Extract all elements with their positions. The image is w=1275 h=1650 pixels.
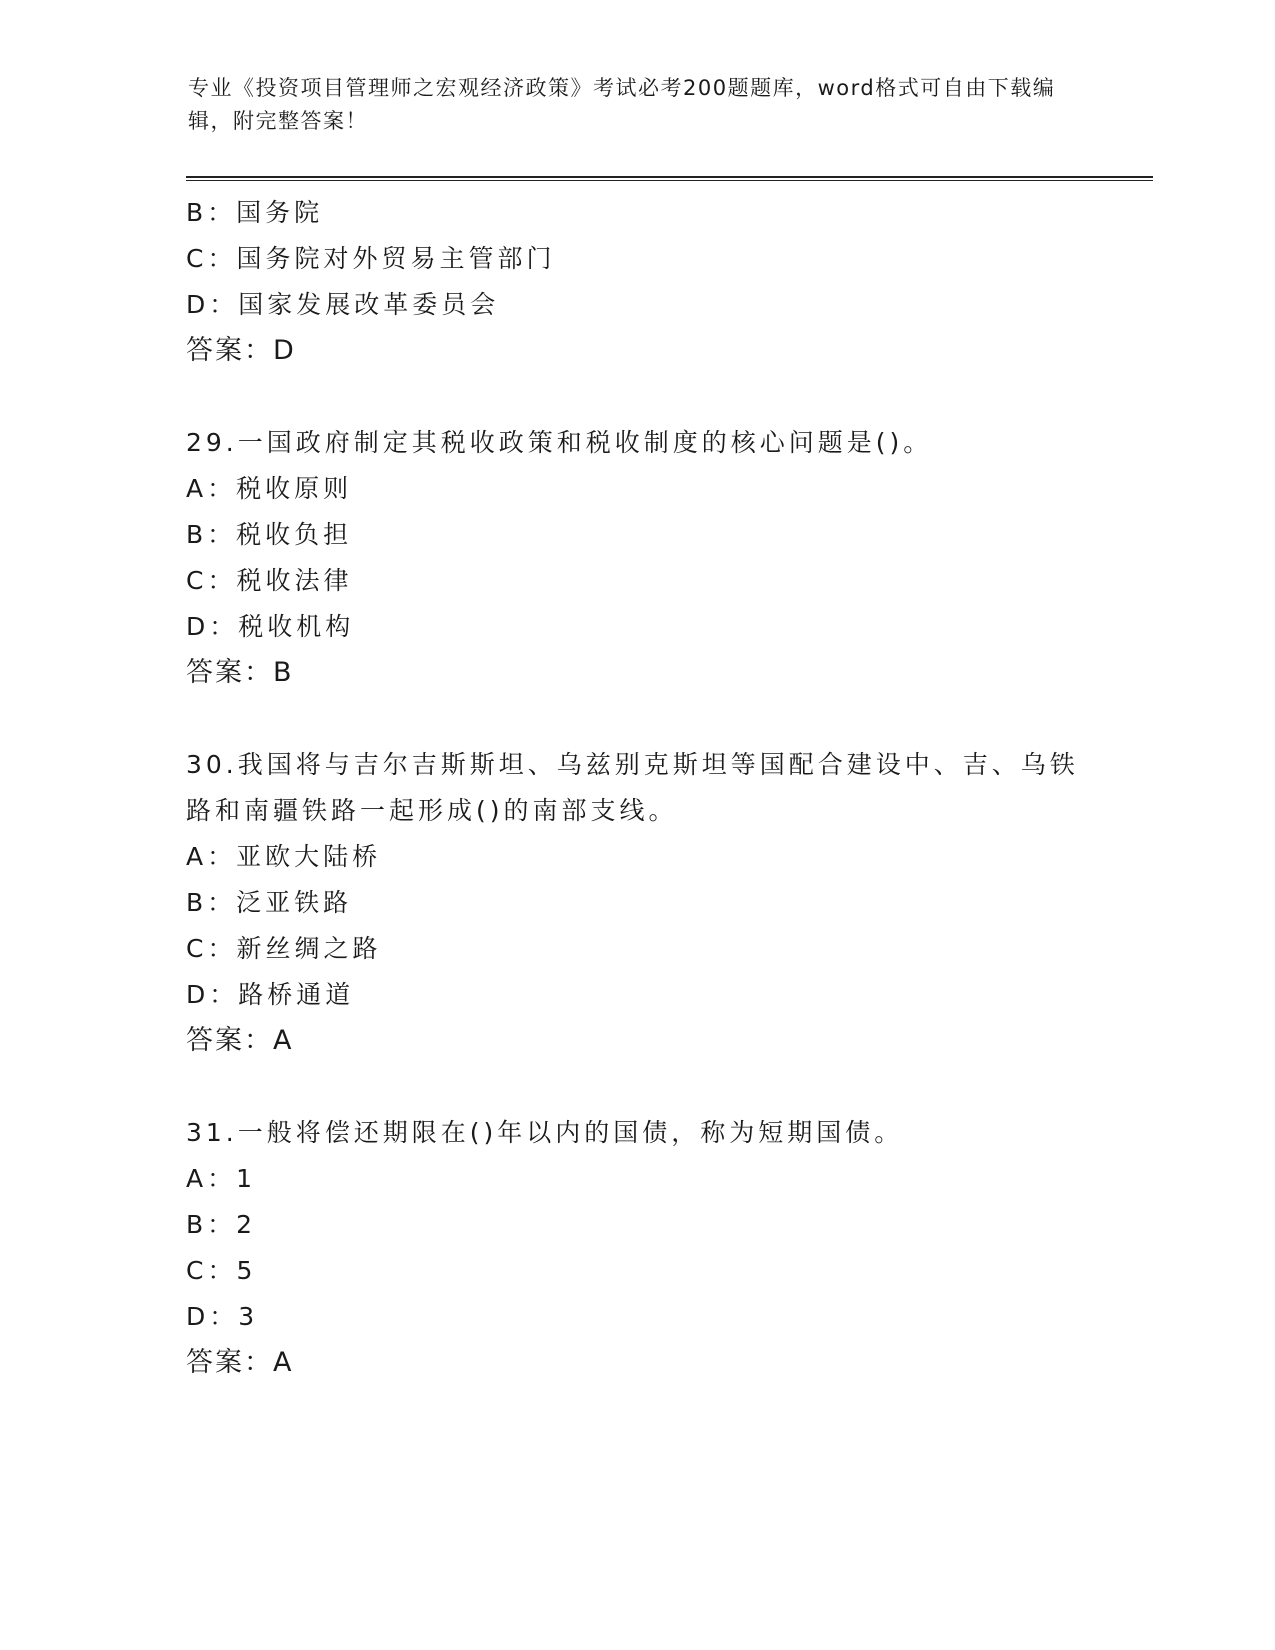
option-b: B：税收负担: [186, 520, 353, 549]
question-stem: 31.一般将偿还期限在()年以内的国债，称为短期国债。: [186, 1118, 904, 1147]
question-31: [186, 1110, 1086, 1386]
question-stem: 30.我国将与吉尔吉斯斯坦、乌兹别克斯坦等国配合建设中、吉、乌铁路和南疆铁路一起形成()的南部支线。: [186, 750, 1079, 825]
question-30: [186, 742, 1086, 1064]
answer: 答案：A: [186, 1025, 294, 1056]
page-header: 专业《投资项目管理师之宏观经济政策》考试必考200题题库，word格式可自由下载编辑，附完整答案！: [188, 76, 1056, 133]
spacer: [186, 374, 1086, 420]
option-b: B：国务院: [186, 198, 324, 227]
header-divider: [186, 176, 1153, 181]
question-28-remainder: [186, 190, 1086, 374]
answer: 答案：A: [186, 1347, 294, 1378]
answer: 答案：D: [186, 335, 296, 366]
option-d: D：税收机构: [186, 612, 355, 641]
option-b: B：泛亚铁路: [186, 888, 353, 917]
option-c: C：国务院对外贸易主管部门: [186, 244, 556, 273]
spacer: [186, 696, 1086, 742]
question-stem: 29.一国政府制定其税收政策和税收制度的核心问题是()。: [186, 428, 933, 457]
answer: 答案：B: [186, 657, 294, 688]
option-b: B：2: [186, 1210, 257, 1239]
option-a: A：税收原则: [186, 474, 353, 503]
option-c: C：税收法律: [186, 566, 353, 595]
question-list: [186, 190, 1086, 1386]
option-d: D：国家发展改革委员会: [186, 290, 500, 319]
option-c: C：5: [186, 1256, 257, 1285]
option-a: A：1: [186, 1164, 257, 1193]
option-c: C：新丝绸之路: [186, 934, 382, 963]
option-d: D：路桥通道: [186, 980, 355, 1009]
option-d: D：3: [186, 1302, 259, 1331]
question-29: [186, 420, 1086, 696]
option-a: A：亚欧大陆桥: [186, 842, 382, 871]
spacer: [186, 1064, 1086, 1110]
